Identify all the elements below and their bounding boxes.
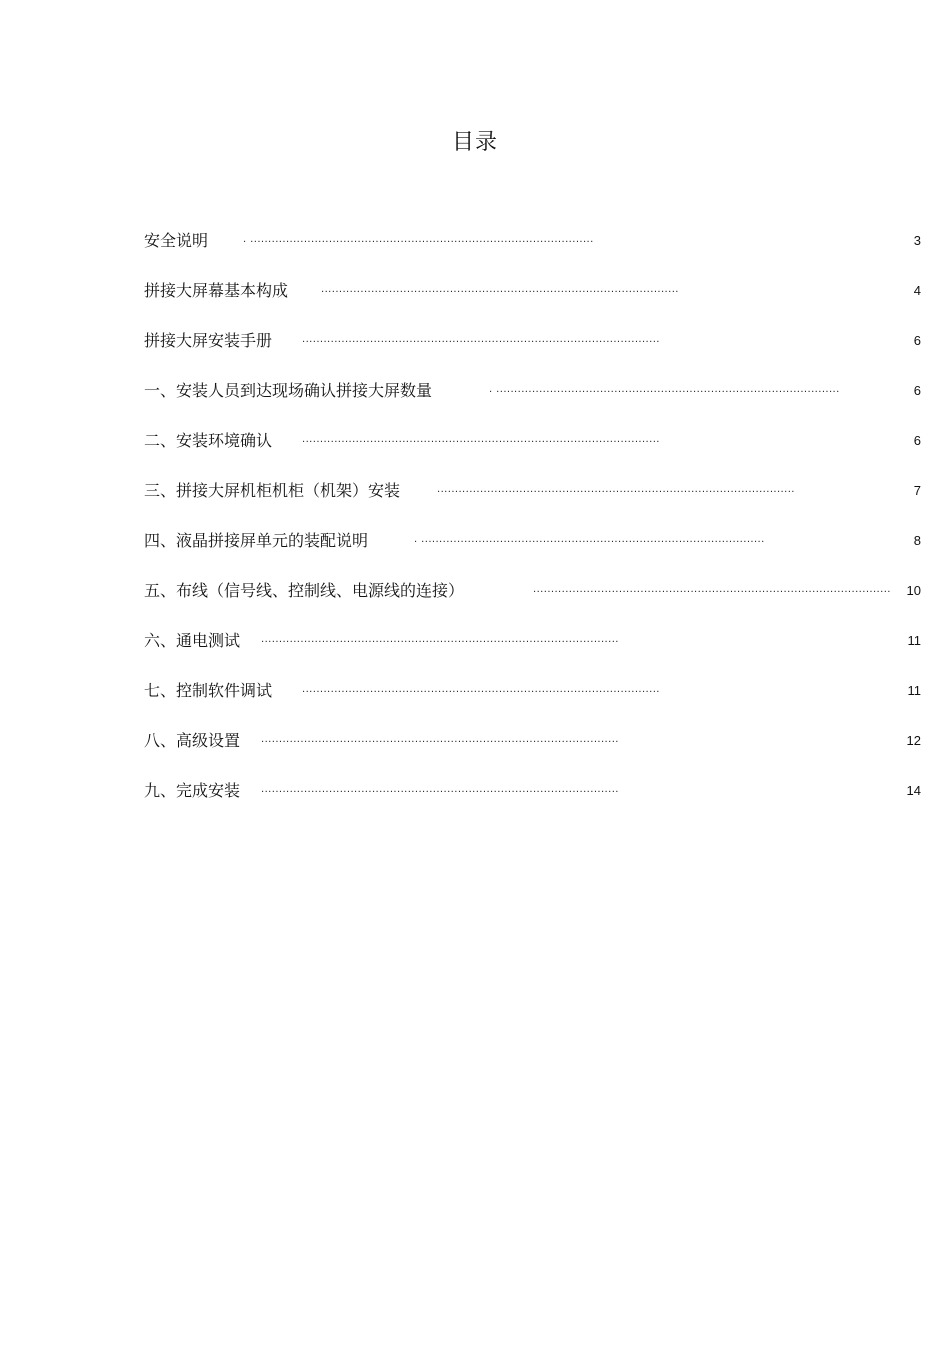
toc-dot-leader: . ................................................................................................	[489, 384, 840, 395]
toc-dot-leader: ....................................................................................................	[321, 284, 679, 295]
toc-entry-label: 四、液晶拼接屏单元的装配说明	[144, 531, 369, 550]
toc-entry-label: 五、布线（信号线、控制线、电源线的连接）	[144, 581, 465, 600]
toc-dot-leader: ....................................................................................................	[302, 334, 660, 345]
toc-entry[interactable]	[0, 579, 950, 603]
toc-entry-label: 九、完成安装	[144, 781, 241, 800]
toc-entry[interactable]	[0, 779, 950, 803]
toc-entry-page: 10	[906, 583, 921, 598]
toc-entry[interactable]	[0, 729, 950, 753]
toc-entry-label: 三、拼接大屏机柜机柜（机架）安装	[144, 481, 401, 500]
toc-entry[interactable]	[0, 379, 950, 403]
toc-entry-page: 6	[913, 433, 921, 448]
toc-dot-leader: ....................................................................................................	[437, 484, 795, 495]
toc-dot-leader: ....................................................................................................	[261, 784, 619, 795]
toc-entry-page: 6	[913, 383, 921, 398]
toc-entry[interactable]	[0, 479, 950, 503]
toc-entry[interactable]	[0, 529, 950, 553]
toc-entry-page: 3	[913, 233, 921, 248]
toc-entry-label: 拼接大屏安装手册	[144, 331, 273, 350]
toc-entry-page: 11	[907, 683, 921, 698]
toc-entry[interactable]	[0, 679, 950, 703]
toc-entry[interactable]	[0, 629, 950, 653]
toc-entry-label: 七、控制软件调试	[144, 681, 273, 700]
page-title: 目录	[451, 130, 498, 155]
toc-entry-label: 安全说明	[144, 231, 209, 250]
toc-entry-page: 6	[913, 333, 921, 348]
toc-entry-page: 11	[907, 633, 921, 648]
toc-entry[interactable]	[0, 329, 950, 353]
toc-entry-page: 8	[913, 533, 921, 548]
toc-dot-leader: ....................................................................................................	[261, 734, 619, 745]
toc-entry-page: 7	[913, 483, 921, 498]
toc-dot-leader: ....................................................................................................	[261, 634, 619, 645]
toc-entry-page: 4	[913, 283, 921, 298]
toc-dot-leader: . ................................................................................................	[243, 234, 594, 245]
toc-entry[interactable]	[0, 429, 950, 453]
toc-entry-label: 一、安装人员到达现场确认拼接大屏数量	[144, 381, 433, 400]
toc-entry-label: 二、安装环境确认	[144, 431, 273, 450]
toc-entry-page: 12	[906, 733, 921, 748]
toc-dot-leader: ....................................................................................................	[302, 434, 660, 445]
toc-dot-leader: ....................................................................................................	[533, 584, 891, 595]
toc-entry-label: 八、高级设置	[144, 731, 241, 750]
toc-dot-leader: ....................................................................................................	[302, 684, 660, 695]
toc-entry-label: 拼接大屏幕基本构成	[144, 281, 289, 300]
toc-entry[interactable]	[0, 279, 950, 303]
toc-entry-page: 14	[906, 783, 921, 798]
toc-entry[interactable]	[0, 229, 950, 253]
toc-entry-label: 六、通电测试	[144, 631, 241, 650]
toc-dot-leader: . ................................................................................................	[414, 534, 765, 545]
